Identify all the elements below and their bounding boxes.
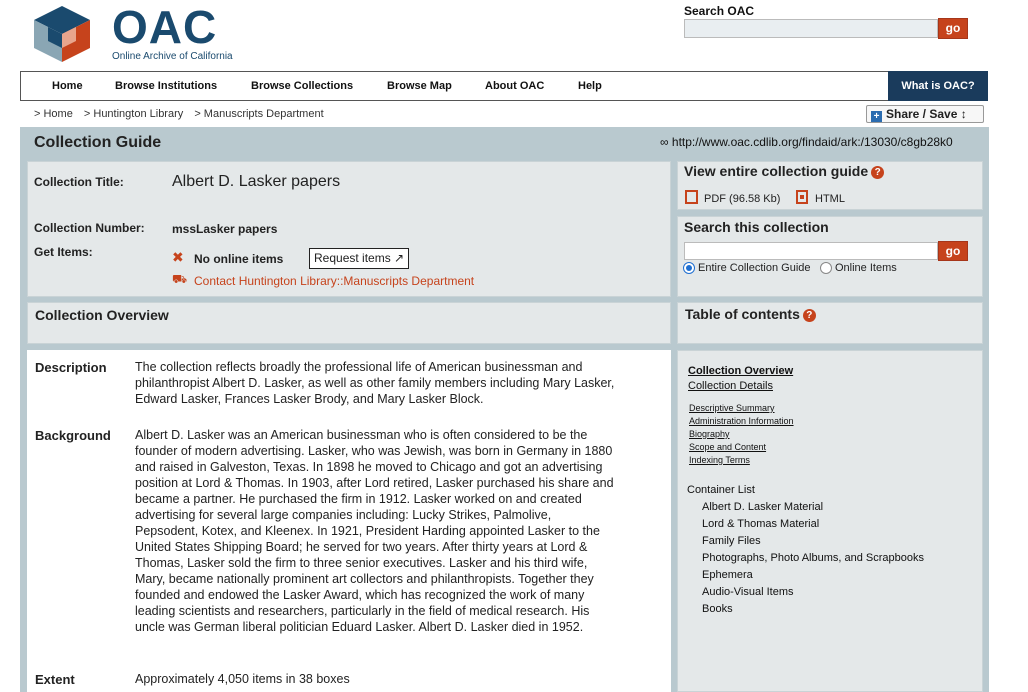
no-online-items-text: No online items — [194, 252, 284, 266]
nav-browse-institutions[interactable]: Browse Institutions — [115, 80, 218, 92]
search-collection-input[interactable] — [684, 242, 938, 260]
toc-container-item[interactable]: Photographs, Photo Albums, and Scrapbooks — [702, 552, 924, 564]
radio-online-items[interactable] — [820, 262, 832, 274]
collection-title-label: Collection Title: — [34, 175, 124, 189]
extent-text: Approximately 4,050 items in 38 boxes — [135, 672, 350, 686]
contact-institution-link[interactable]: Contact Huntington Library::Manuscripts Department — [194, 274, 475, 288]
toc-link-administration-information[interactable]: Administration Information — [689, 416, 794, 426]
view-guide-heading — [684, 163, 884, 179]
share-save-label: Share / Save ↕ — [886, 107, 967, 121]
help-icon[interactable]: ? — [871, 166, 884, 179]
plus-icon: + — [871, 111, 882, 122]
collection-overview-heading: Collection Overview — [35, 307, 169, 323]
get-items-label: Get Items: — [34, 245, 93, 259]
nav-help[interactable]: Help — [578, 80, 602, 92]
no-online-items-icon: ✖ — [172, 249, 184, 265]
pdf-link[interactable]: PDF (96.58 Kb) — [704, 193, 781, 205]
nav-home[interactable]: Home — [52, 80, 83, 92]
search-oac-input[interactable] — [684, 19, 938, 38]
collection-number-label: Collection Number: — [34, 221, 145, 235]
toc-link-collection-details[interactable]: Collection Details — [688, 380, 773, 392]
toc-heading — [685, 306, 816, 322]
toc-link-indexing-terms[interactable]: Indexing Terms — [689, 455, 750, 465]
toc-container-item[interactable]: Lord & Thomas Material — [702, 518, 820, 530]
description-label: Description — [35, 360, 107, 375]
logo-subtitle: Online Archive of California — [112, 51, 233, 62]
logo-wordmark: OAC — [112, 1, 218, 53]
toc-container-item[interactable]: Books — [702, 603, 733, 615]
collection-guide-title: Collection Guide — [34, 134, 162, 151]
toc-link-collection-overview[interactable]: Collection Overview — [688, 365, 794, 377]
description-text: The collection reflects broadly the professional life of American businessman and philanthropist Albert D. Lasker, as well as other family members including Mary Lasker, Edward Lasker, Frances Lasker Brody, and Mary Lasker Block. — [135, 360, 615, 406]
pdf-icon[interactable] — [685, 190, 698, 204]
ark-permalink[interactable]: ∞ http://www.oac.cdlib.org/findaid/ark:/13030/c8gb28k0 — [660, 135, 953, 149]
search-collection-heading: Search this collection — [684, 219, 829, 235]
toc-container-item[interactable]: Audio-Visual Items — [702, 586, 794, 598]
html-icon[interactable] — [796, 190, 808, 204]
toc-help-icon[interactable]: ? — [803, 309, 816, 322]
radio-entire-guide[interactable] — [683, 262, 695, 274]
truck-icon: ⛟ — [172, 272, 188, 286]
breadcrumb-huntington[interactable]: > Huntington Library — [83, 108, 184, 120]
breadcrumb-home[interactable]: > Home — [34, 108, 73, 120]
toc-link-biography[interactable]: Biography — [689, 429, 730, 439]
nav-browse-map[interactable]: Browse Map — [387, 80, 452, 92]
breadcrumb-manuscripts[interactable]: > Manuscripts Department — [194, 108, 324, 120]
nav-about-oac[interactable]: About OAC — [485, 80, 545, 92]
collection-title-value: Albert D. Lasker papers — [172, 173, 341, 190]
toc-heading-text: Table of contents — [685, 306, 800, 322]
request-items-button[interactable]: Request items ↗ — [309, 248, 409, 269]
toc-container-list-label: Container List — [687, 484, 755, 496]
nav-browse-collections[interactable]: Browse Collections — [251, 80, 354, 92]
toc-container-item[interactable]: Albert D. Lasker Material — [702, 501, 824, 513]
what-is-oac-button[interactable]: What is OAC? — [888, 71, 988, 101]
background-label: Background — [35, 428, 111, 443]
search-oac-go-button[interactable]: go — [938, 18, 968, 39]
search-oac-label: Search OAC — [684, 4, 755, 18]
view-guide-heading-text: View entire collection guide — [684, 163, 869, 179]
toc-link-scope-and-content[interactable]: Scope and Content — [689, 442, 767, 452]
extent-label: Extent — [35, 672, 75, 687]
breadcrumb — [34, 108, 332, 120]
main-nav — [20, 71, 988, 101]
background-text: Albert D. Lasker was an American businessman who is often considered to be the founder of modern advertising. Lasker, who was Jewish, was born in Germany in 1880 and raised in Galveston, Texas. In 1898 he moved to Chicago and got an advertising position at Lord & Thomas. In 1903, after Lord retired, Lasker purchased his share and became a partner. He purchased the firm in 1912. Lasker worked on and created advertising for several large companies including: Lucky Strikes, Palmolive, Pepsodent, Kotex, and Kleenex. In 1921, President Harding appointed Lasker to the United States Shipping Board; he served for two years. After thirty years at Lord & Thomas, Lasker sold the firm to three senior executives. Lasker and his third wife, Mary, became nationally prominent art collectors and philanthropists. Together they founded and endowed the Lasker Award, which has recognized the work of many leading scientists and researchers, particularly in the field of medical research. His uncle was German liberal politician Eduard Lasker. Albert D. Lasker died in 1952. — [135, 428, 614, 634]
html-link[interactable]: HTML — [815, 193, 845, 205]
search-collection-go-button[interactable]: go — [938, 241, 968, 261]
oac-logo-mark — [34, 6, 94, 66]
toc-container-item[interactable]: Family Files — [702, 535, 761, 547]
collection-number-value: mssLasker papers — [172, 222, 278, 236]
radio-entire-guide-label[interactable]: Entire Collection Guide — [698, 262, 811, 274]
share-save-button[interactable] — [866, 105, 984, 123]
toc-container-item[interactable]: Ephemera — [702, 569, 753, 581]
toc-link-descriptive-summary[interactable]: Descriptive Summary — [689, 403, 775, 413]
radio-online-items-label[interactable]: Online Items — [835, 262, 897, 274]
